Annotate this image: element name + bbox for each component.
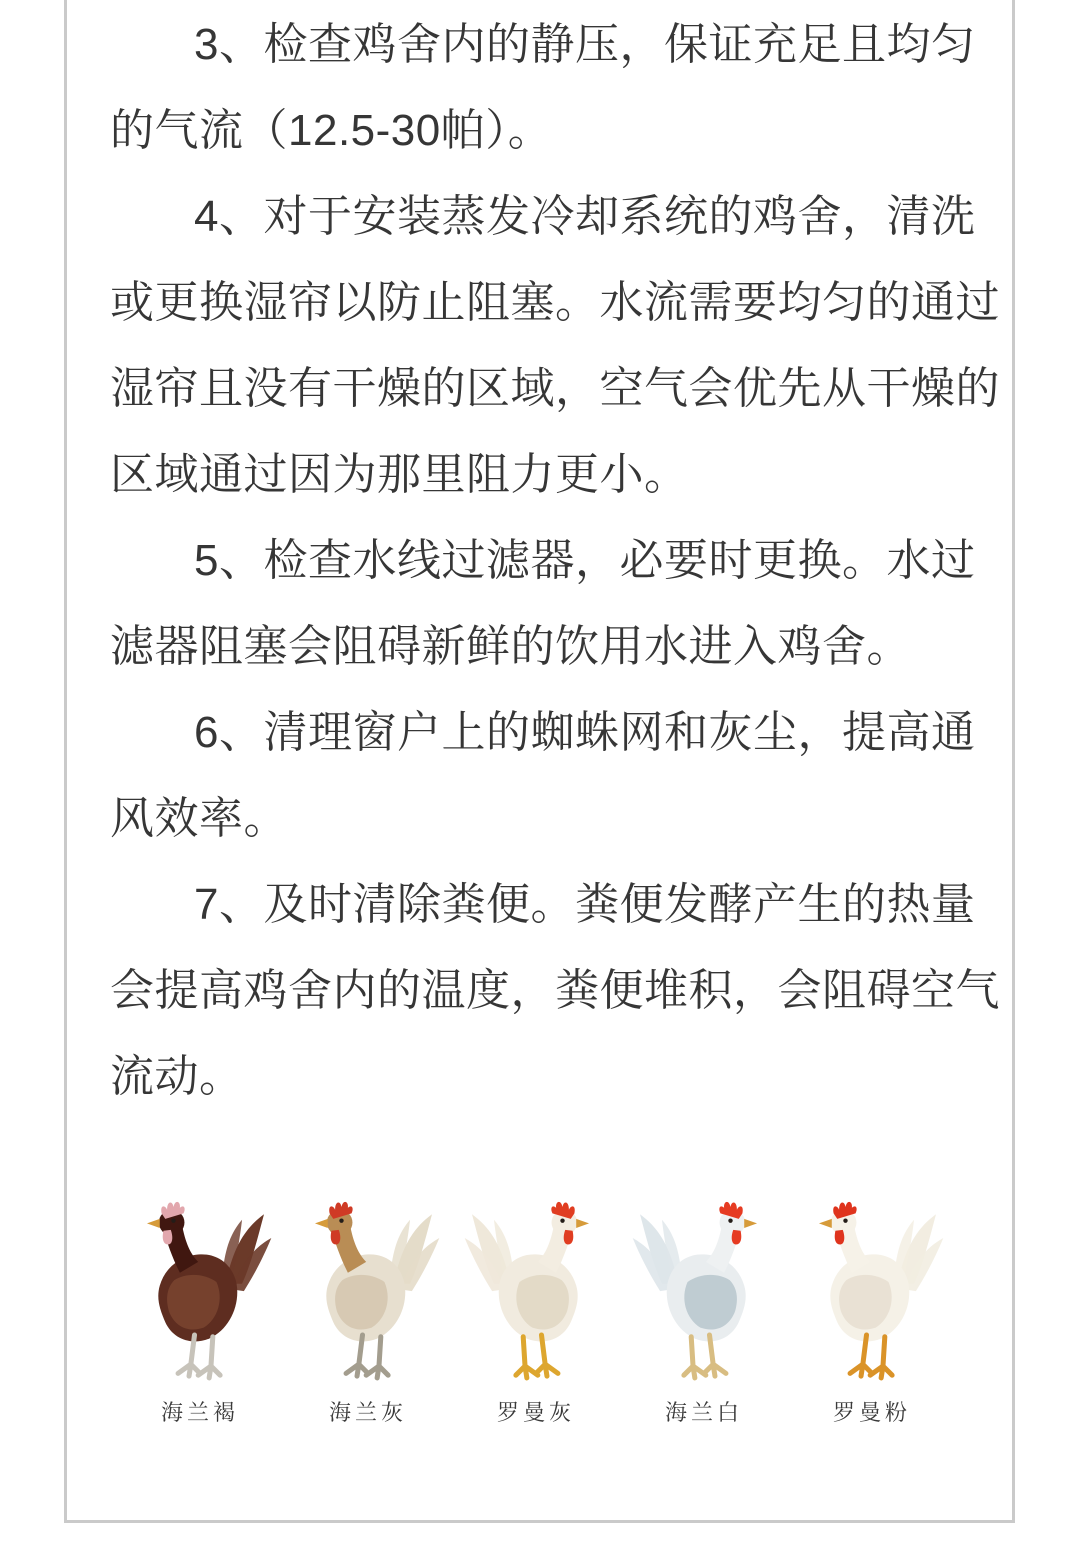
breed-item-lohmann-grey (458, 1196, 614, 1427)
breed-label: 罗曼灰 (496, 1400, 575, 1425)
article-line: 区域通过因为那里阻力更小。 (110, 450, 689, 499)
breed-label: 罗曼粉 (832, 1400, 911, 1425)
article-line: 5、检查水线过滤器，必要时更换。水过 (194, 536, 976, 585)
article-line: 的气流（12.5-30帕）。 (110, 106, 553, 155)
article-line: 滤器阻塞会阻碍新鲜的饮用水进入鸡舍。 (110, 622, 911, 671)
article-line: 流动。 (110, 1052, 244, 1101)
article-body (110, 2, 1000, 1120)
breed-item-hyline-brown (122, 1196, 278, 1427)
hen-image (293, 1196, 443, 1388)
article-line: 6、清理窗户上的蜘蛛网和灰尘，提高通 (194, 708, 976, 757)
hen-image (797, 1196, 947, 1388)
breed-item-lohmann-pink (794, 1196, 950, 1427)
article-line: 7、及时清除粪便。粪便发酵产生的热量 (194, 880, 976, 929)
article-line: 风效率。 (110, 794, 288, 843)
article-line: 4、对于安装蒸发冷却系统的鸡舍，清洗 (194, 192, 976, 241)
article-line: 3、检查鸡舍内的静压，保证充足且均匀 (194, 20, 976, 69)
breed-item-hyline-white (626, 1196, 782, 1427)
breed-item-hyline-grey (290, 1196, 446, 1427)
breed-label: 海兰灰 (328, 1400, 407, 1425)
breed-gallery (122, 1196, 950, 1427)
hen-image (461, 1196, 611, 1388)
article-line: 会提高鸡舍内的温度，粪便堆积，会阻碍空气 (110, 966, 1000, 1015)
hen-image (125, 1196, 275, 1388)
article-line: 或更换湿帘以防止阻塞。水流需要均匀的通过 (110, 278, 1000, 327)
breed-label: 海兰白 (664, 1400, 743, 1425)
breed-label: 海兰褐 (160, 1400, 239, 1425)
hen-image (629, 1196, 779, 1388)
article-line: 湿帘且没有干燥的区域，空气会优先从干燥的 (110, 364, 1000, 413)
